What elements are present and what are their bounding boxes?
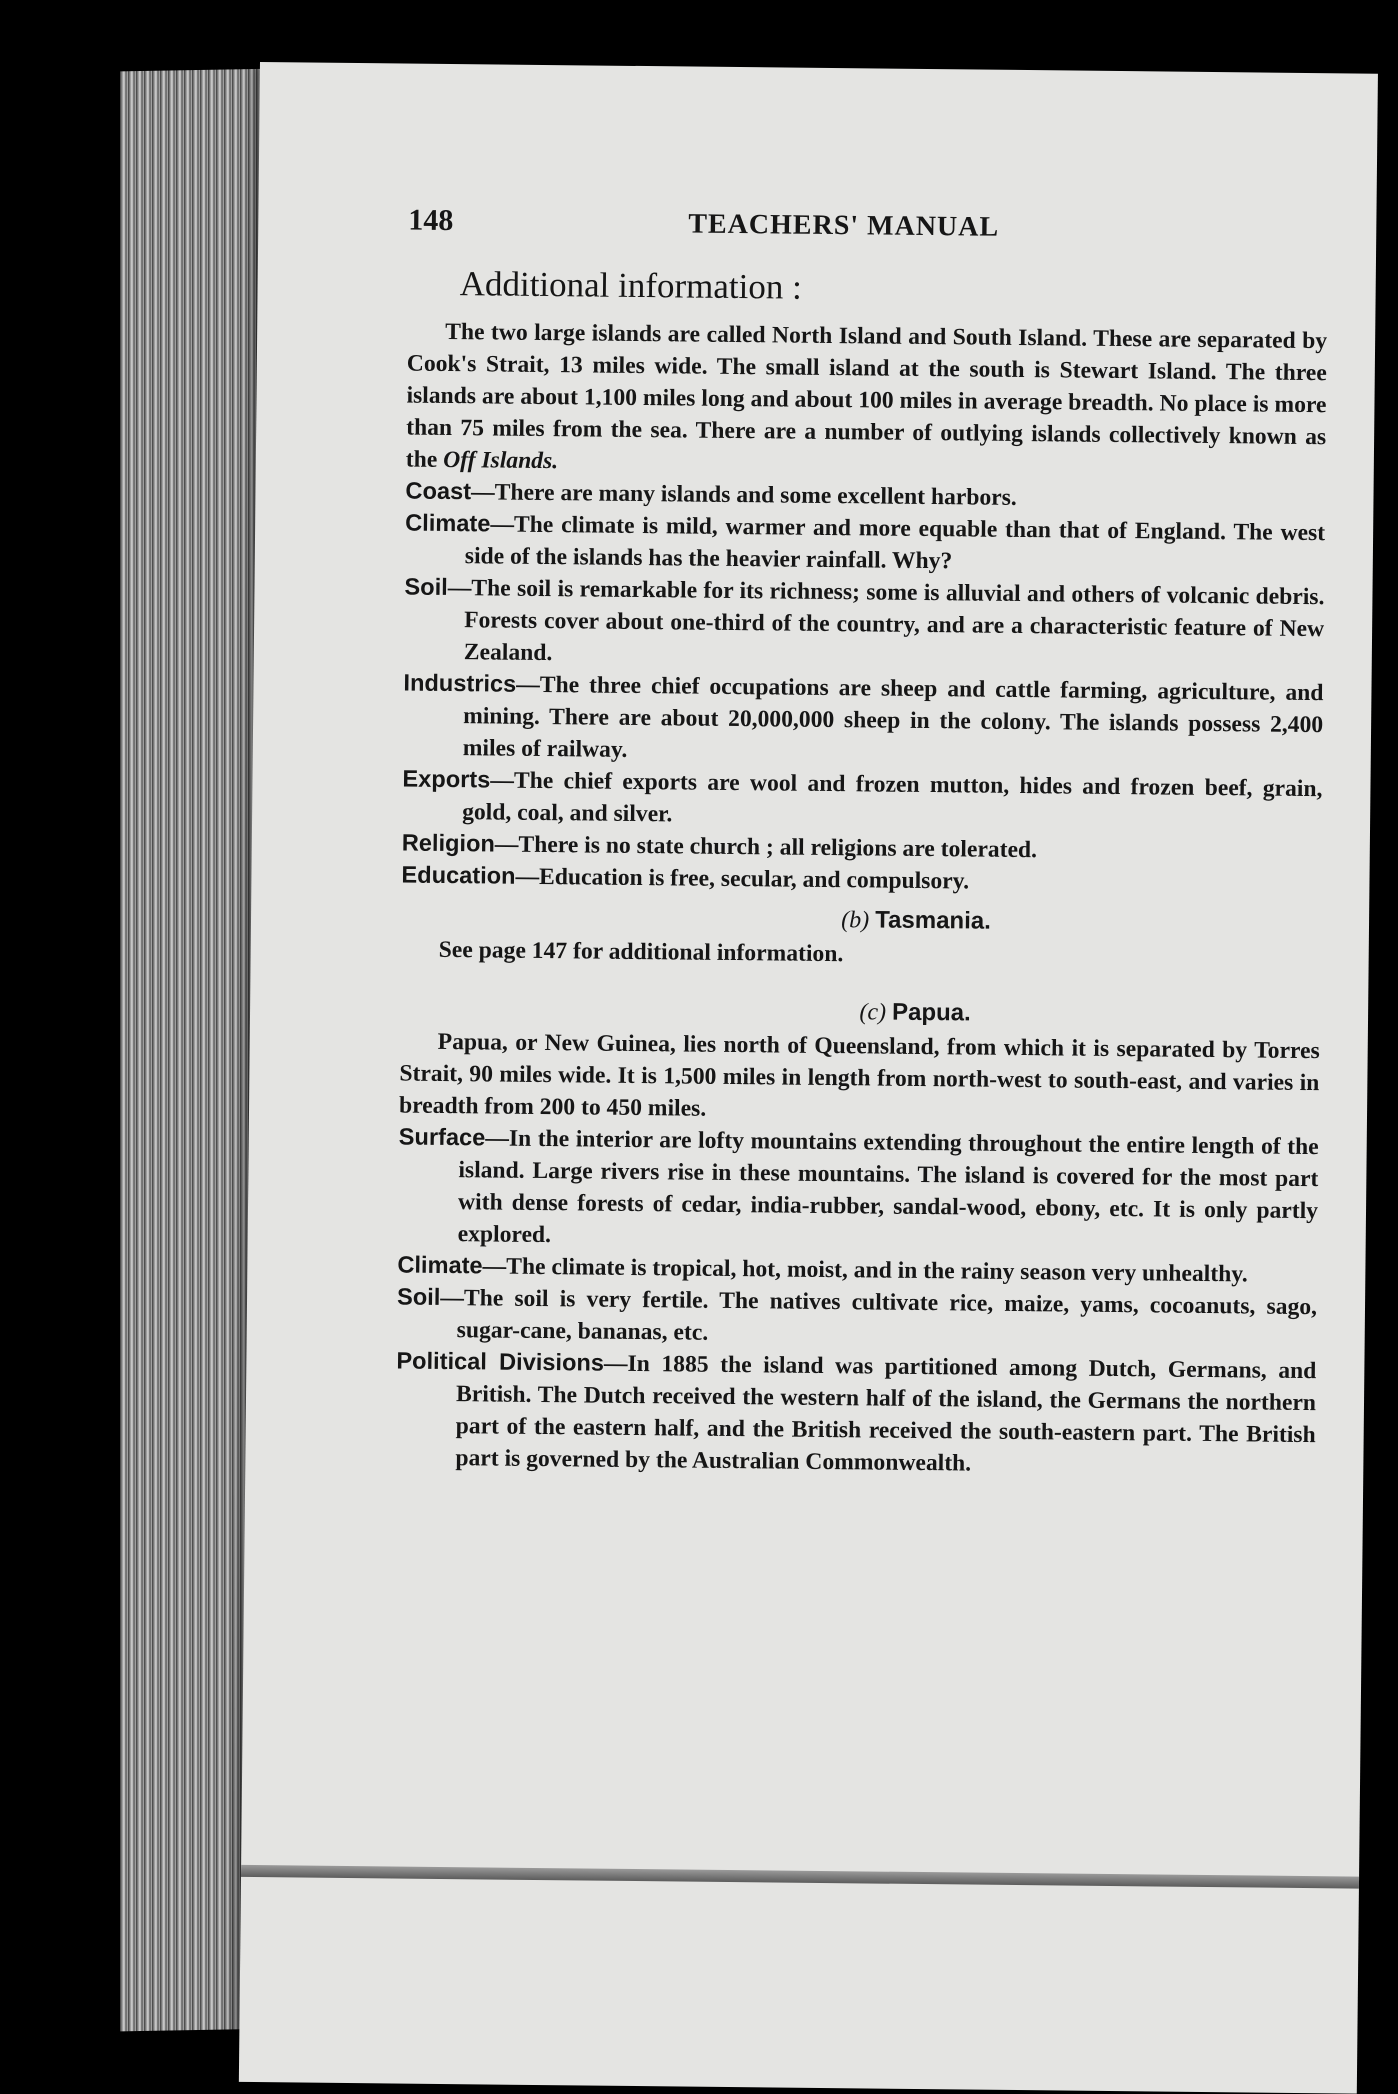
papua-entry-surface (398, 1122, 1319, 1260)
entry-text: —In the interior are lofty mountains extending throughout the entire length of the island. Large rivers rise in these mountains. The island is covered for the most part with dense forests of cedar, india-rubber, sandal-wood, ebony, etc. It is only partly explored. (457, 1125, 1319, 1249)
entry-text: —The soil is very fertile. The natives cultivate rice, maize, yams, cocoanuts, sago, sugar-cane, bananas, etc. (440, 1284, 1318, 1346)
entry-term: Coast (405, 478, 472, 506)
entry-term: Political Divisions (396, 1348, 605, 1377)
tasmania-paragraph: See page 147 for additional information. (438, 936, 844, 968)
papua-entry-soil (397, 1282, 1318, 1356)
entry-term: Soil (404, 574, 448, 601)
nz-entry-climate (405, 508, 1326, 582)
entry-term: Soil (396, 1284, 441, 1311)
entry-text: —The three chief occupations are sheep and cattle farming, agriculture, and mining. There are about 20,000,000 sheep in the colony. The islands possess 2,400 miles of railway. (462, 671, 1324, 763)
entry-term: Education (401, 862, 516, 890)
papua-intro-paragraph: Papua, or New Guinea, lies north of Queensland, from which it is separated by Torres Strait, 90 miles wide. It is 1,500 miles in length from north-west to south-east, and varies in breadth from 200 to 450 miles. (398, 1028, 1320, 1122)
subheading-tasmania (401, 902, 1321, 940)
entry-term: Climate (397, 1252, 483, 1280)
page-number: 148 (408, 203, 454, 238)
nz-entry-soil (404, 572, 1325, 678)
subheading-papua (400, 994, 1320, 1032)
entry-text: —The soil is remarkable for its richness; some is alluvial and others of volcanic debris. Forests cover about one-third of the country, and are a characteristic feature of New Zealand. (447, 574, 1325, 667)
entry-text: —Education is free, secular, and compulsory. (515, 863, 970, 895)
entry-text: —The climate is mild, warmer and more equable than that of England. The west side of the islands has the heavier rainfall. Why? (464, 511, 1326, 575)
nz-entry-exports (402, 764, 1323, 838)
entry-term: Exports (402, 766, 491, 794)
subheading-label: (b) (841, 907, 870, 934)
papua-entries (395, 1122, 1319, 1484)
running-head: TEACHERS' MANUAL (688, 208, 1000, 243)
section-title: Additional information : (459, 264, 803, 307)
page-header (408, 204, 1328, 248)
nz-entries (401, 476, 1325, 902)
entry-text: —There are many islands and some excellent harbors. (470, 479, 1017, 511)
subheading-name: Tasmania. (875, 906, 991, 935)
entry-text: —There is no state church ; all religions are tolerated. (494, 831, 1038, 864)
nz-entry-industries (403, 668, 1324, 774)
entry-term: Industrics (403, 670, 517, 698)
entry-term: Surface (398, 1124, 486, 1152)
papua-entry-political-divisions (395, 1346, 1316, 1484)
entry-term: Climate (405, 510, 491, 538)
book-page (239, 62, 1378, 2094)
intro-paragraph (406, 316, 1328, 486)
page-content (395, 204, 1328, 1484)
entry-text: —In 1885 the island was partitioned among Dutch, Germans, and British. The Dutch received the western half of the island, the Germans the northern part of the eastern half, and the British received the south-eastern part. The British part is governed by the Australian Commonwealth. (455, 1350, 1317, 1477)
entry-text: —The climate is tropical, hot, moist, and in the rainy season very unhealthy. (482, 1253, 1248, 1288)
entry-term: Religion (401, 830, 496, 858)
intro-italic: Off Islands. (443, 446, 559, 475)
intro-text: The two large islands are called North Island and South Island. These are separated by Cook's Strait, 13 miles wide. The small island at the south is Stewart Island. The three islands are about 1,100 miles long and about 100 miles in average breadth. No place is more than 75 miles from the sea. There are a number of outlying islands collectively known as the (405, 318, 1328, 473)
subheading-label: (c) (859, 999, 887, 1026)
subheading-name: Papua. (891, 998, 971, 1027)
page-bottom-edge (241, 1865, 1359, 1889)
entry-text: —The chief exports are wool and frozen mutton, hides and frozen beef, grain, gold, coal, and silver. (462, 767, 1323, 828)
